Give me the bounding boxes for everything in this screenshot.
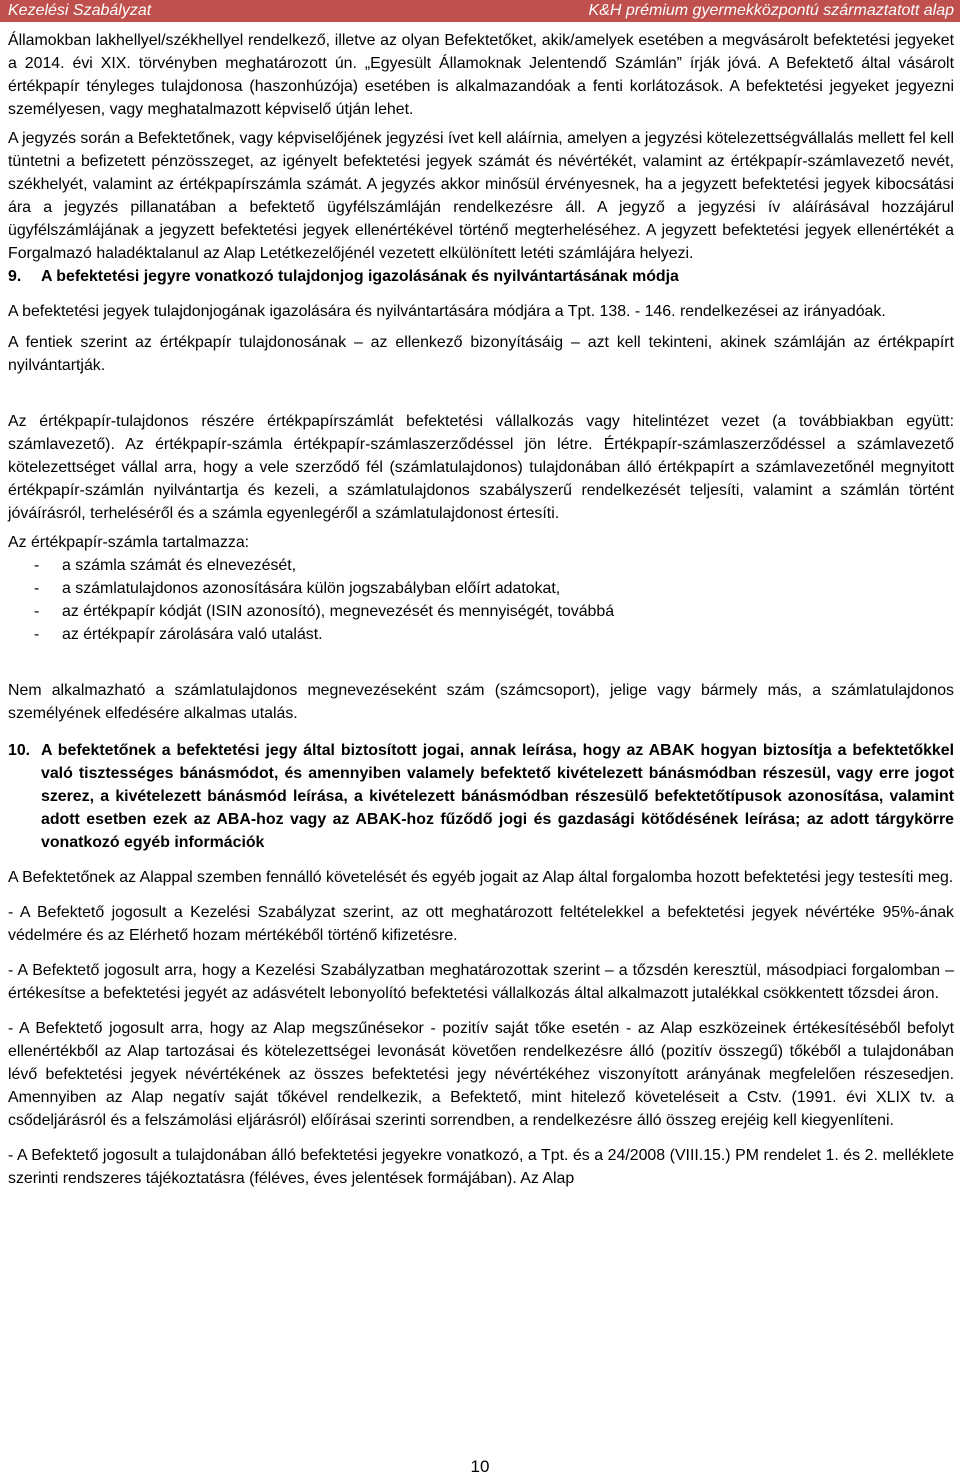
list-marker: - [34,603,40,620]
section-10-title: A befektetőnek a befektetési jegy által biztosított jogai, annak leírása, hogy az ABAK hogyan biztosítja a befektetőkkel való tisztességes bánásmódot, és amennyiben valamely befektető kivételezett bánásmódban részesül, vagy erre jogot szerez, a kivételezett bánásmód leírása, a kivételezett bánásmódban részesülő befektetőtípusok azonosítása, valamint adott esetben ezek az ABA-hoz vagy az ABAK-hoz fűződő jogi és gazdasági kötődésének leírása; az adott tárgykörre vonatkozó egyéb információk [41,742,954,851]
paragraph-owner-definition: A fentiek szerint az értékpapír tulajdonosának – az ellenkező bizonyításáig – azt kell tekinteni, akinek számláján az értékpapírt nyilvántartják. [8,334,954,374]
rights-item: - A Befektető jogosult a tulajdonában álló befektetési jegyekre vonatkozó, a Tpt. és a 24/2008 (VIII.15.) PM rendelet 1. és 2. melléklete szerinti rendszeres tájékoztatásra (féléves, éves jelentések formájában). Az Alap [8,1147,954,1187]
list-item [8,600,954,623]
paragraph-securities-account: Az értékpapír-tulajdonos részére értékpapírszámlát befektetési vállalkozás vagy hitelintézet vezet (a továbbiakban együtt: számlavezető). Az értékpapír-számla értékpapír-számlaszerződéssel jön létre. Értékpapír-számlaszerződéssel a számlavezető kötelezettséget vállal arra, hogy a vele szerződő fél (számlatulajdonos) tulajdonában álló értékpapírt a számlavezetőnél megnyitott értékpapír-számlán nyilvántartja és kezeli, a számlatulajdonos szabályszerű rendelkezését teljesíti, valamint a számlán történt jóváírásról, terheléséről és a számla egyenlegéről a számlatulajdonost értesíti. [8,413,954,522]
paragraph-account-name-rule: Nem alkalmazható a számlatulajdonos megnevezéseként szám (számcsoport), jelige vagy bármely más, a számlatulajdonos személyének elfedésére alkalmas utalás. [8,682,954,722]
account-contents-list [8,554,954,646]
list-item-text: az értékpapír kódját (ISIN azonosító), megnevezését és mennyiségét, továbbá [62,603,615,620]
paragraph-ownership-rules: A befektetési jegyek tulajdonjogának igazolására és nyilvántartására módjára a Tpt. 138. - 146. rendelkezései az irányadóak. [8,303,886,320]
list-item [8,577,954,600]
paragraph-investor-rights: A Befektetőnek az Alappal szemben fennálló követelését és egyéb jogait az Alap által forgalomba hozott befektetési jegy testesíti meg. [8,869,954,886]
list-item [8,554,954,577]
paragraph-subscription: A jegyzés során a Befektetőnek, vagy képviselőjének jegyzési ívet kell aláírnia, amelyen a jegyzési kötelezettségvállalás mellett fel kell tüntetni a befizetett pénzösszeget, az igényelt befektetési jegyek számát és névértékét, valamint az értékpapír-számlavezető nevét, székhelyét, valamint az értékpapírszámla számát. A jegyzés akkor minősül érvényesnek, ha a jegyzett befektetési jegyek kibocsátási ára a jegyzés pillanatában a befektető ügyfélszámláján rendelkezésre áll. A jegyző a jegyzési ív aláírásával hozzájárul ügyfélszámlájának a jegyzett befektetési jegyek ellenértékével történő megterheléséhez. A jegyzett befektetési jegyek ellenértékét a Forgalmazó haladéktalanul az Alap Letétkezelőjénél vezetett elkülönített letéti számlájára helyezi. [8,130,954,262]
header-document-title: Kezelési Szabályzat [8,2,152,19]
list-marker: - [34,626,40,643]
page-number: 10 [470,1457,490,1476]
list-marker: - [34,557,40,574]
header-fund-name: K&H prémium gyermekközpontú származtatott alap [588,2,954,19]
section-10-heading [8,739,954,854]
list-item-text: a számlatulajdonos azonosítására külön jogszabályban előírt adatokat, [62,580,561,597]
list-item-text: az értékpapír zárolására való utalást. [62,626,323,643]
list-item [8,623,954,646]
section-9-number: 9. [8,268,22,285]
section-9-heading [8,265,954,288]
section-10-number: 10. [8,742,31,759]
rights-item: - A Befektető jogosult arra, hogy a Kezelési Szabályzatban meghatározottak szerint – a tőzsdén keresztül, másodpiaci forgalomban – értékesítse a befektetési jegyét az adásvételt lebonyolító befektetési vállalkozás által alkalmazott jutalékkal csökkentett tőzsdei áron. [8,962,954,1002]
paragraph-us-restriction: Államokban lakhellyel/székhellyel rendelkező, illetve az olyan Befektetőket, akik/amelyek esetében a megvásárolt befektetési jegyeket a 2014. évi XIX. törvényben meghatározott ún. „Egyesült Államoknak Jelentendő Számlán” írják jóvá. A Befektető által vásárolt értékpapír tényleges tulajdonosa (haszonhúzója) esetében is alkalmazandóak a fenti korlátozások. A befektetési jegyeket jegyezni személyesen, vagy meghatalmazott képviselő útján lehet. [8,32,954,118]
list-marker: - [34,580,40,597]
list-item-text: a számla számát és elnevezését, [62,557,297,574]
rights-item: - A Befektető jogosult arra, hogy az Alap megszűnésekor - pozitív saját tőke esetén - az Alap eszközeinek értékesítéséből befolyt ellenértékből az Alap tartozásai és kötelezettségei levonását követően rendelkezésre álló (pozitív összegű) tőkéből a tulajdonában lévő befektetési jegyek névértékének az összes befektetési jegy névértékéhez viszonyított arányának megfelelően részesedjen. Amennyiben az Alap negatív saját tőkével rendelkezik, a Befektető, mint hitelező követeléseit a Cstv. (1991. évi XLIX tv. a csődeljárásról és a felszámolási eljárásról) előírásai szerinti sorrendben, a rendelkezésre álló összeg erejéig kell kiegyenlíteni. [8,1020,954,1129]
rights-item: - A Befektető jogosult a Kezelési Szabályzat szerint, az ott meghatározott feltételekkel a befektetési jegyek névértéke 95%-ának védelmére és az Elérhető hozam mértékéből történő kifizetésre. [8,904,954,944]
running-header [0,0,960,22]
section-9-title: A befektetési jegyre vonatkozó tulajdonjog igazolásának és nyilvántartásának módja [41,268,679,285]
paragraph-account-contents: Az értékpapír-számla tartalmazza: [8,534,250,551]
page-body [8,29,954,1190]
